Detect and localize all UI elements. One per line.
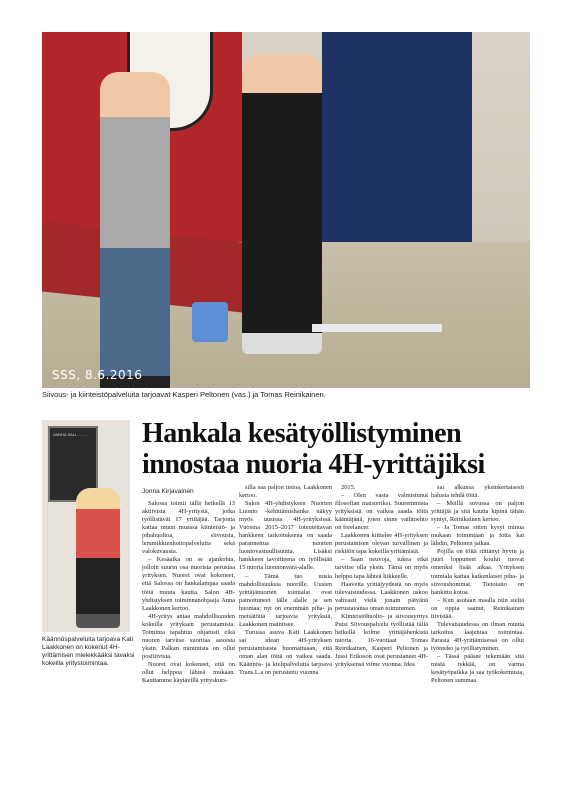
headline xyxy=(142,418,532,480)
article-column-3 xyxy=(335,484,428,669)
poster-text: VANHA SALI ... ... ... xyxy=(53,432,90,437)
paragraph: – Meillä suvussa on paljon yrittäjiä ja sitä kautta kipinä tähän syntyi, Reinikainen kertoo. xyxy=(431,500,524,524)
paragraph: Salon 4H-yhdistyksen Nuorten Luonto -kehittämishanke näkyy myös uusissa 4H-yrityksissä. Vuosina 2015–2017 toteutettavan hankkeen tarkoituksena on saada parannettua nuorten luontovastuullisuutta. Lisäksi hankkeen tavoitteena on työllistää 15 nuorta luonnonvara-alalle. xyxy=(239,500,332,572)
byline: Jonna Kirjavainen xyxy=(142,488,194,495)
paragraph: – Saan neuvoja, tukea eikä tarvitse olla yksin. Tämä on myös helppo tapa lähteä liikkeelle. xyxy=(335,556,428,580)
article-column-1 xyxy=(142,500,235,685)
paragraph: Kiinteistöhuolto- ja siivousyritys Putsi Siivouspalvelu työllistää tällä hetkellä kolme yrittäjähenkistä nuorta. 16-vuotiaat Tomas Reinikainen, Kasperi Peltonen ja Jussi Eriksson ovat perustaneet 4H-yrityksensä viime vuonna. Idea xyxy=(335,612,428,669)
white-mop xyxy=(312,324,442,332)
paragraph: Pojilla on töitä riittänyt hyvin ja juuri loppuneet koulut tuovat omenksi lisää aikaa. Yrityksen toimiala kattaa kaikenlaiset piha- ja siivoushommat. Tietotaito on hankittu kotoa. xyxy=(431,548,524,596)
paragraph: Turussa asuva Kati Laakkonen sai idean 4H-yrityksen perustamisesta huomattuaan, että oman alan töitä on vaikea saada. Käännös- ja kielipalveluita tarjoava Trans.L.a on perustettu vuonna xyxy=(239,628,332,677)
paragraph: Haaveita yrittäjyydestä on myös tulevaisuudessa. Laakkonen uskoo vahvasti vielä jonain päivänä perustavansa oman toiminimen. xyxy=(335,580,428,612)
paragraph: – Ja Tomas sitten kysyi minua mukaan toimintaan ja totta kai lähdin, Peltonen jatkaa. xyxy=(431,524,524,548)
paragraph: sai alkunsa yksinkertaisesti halusta tehdä töitä. xyxy=(431,484,524,500)
paragraph: silla saa paljon tietoa, Laakkonen kertoo. xyxy=(239,484,332,500)
paragraph: Nuoret ovat kokeneet, että on ollut helppoa lähteä mukaan. Kauttamme käytävillä yrityskurs- xyxy=(142,660,235,685)
paragraph: – Olen vasta valmistunut filosofian maisteriksi. Suuremmista yrityksistä on vaikea saada töitä kääntäjänä, joten sinne vaihtoehto on freelancer. xyxy=(335,492,428,532)
paragraph: – Tässä pääsee tekemään sitä mistä tykkää, on varma kesätyöpaikka ja saa työkokemusta, Peltonen summaa. xyxy=(431,652,524,685)
woman-figure xyxy=(76,488,120,628)
main-photo xyxy=(42,32,530,388)
headline-line-2: innostaa nuoria 4H-yrittäjiksi xyxy=(142,449,485,480)
paragraph: Salossa toimii tällä hetkellä 13 aktiivista 4H-yritystä, jotka työllistävät 17 yrittäjää. Tarjonta kattaa muun muassa kiinteistö- ja pihahuoltoa, siivousta, lemmikkienhoitopalveluita sekä valokuvausta. xyxy=(142,500,235,556)
article-column-4 xyxy=(431,484,524,685)
paragraph: 2015. xyxy=(341,484,356,491)
person-left xyxy=(100,72,170,388)
paragraph: – Kun asutaan maalla niin sieltä on oppia saanut, Reinikainen tiivistää. xyxy=(431,596,524,620)
small-photo xyxy=(42,420,130,632)
handwritten-date-stamp: SSS, 8.6.2016 xyxy=(52,368,143,382)
headline-line-1: Hankala kesätyöllistyminen xyxy=(142,418,462,449)
paragraph: – Kesäaika on se ajankohta, jolloin suurin osa nuorista perustaa yrityksen. Nuoret ovat kokeneet, että Salossa on hankalampaa saada töitä muuta kautta. Salon 4H-yhdistyksen toiminnanohjaaja Anna Laakkonen kertoo. xyxy=(142,556,235,612)
person-right xyxy=(242,54,322,354)
small-photo-caption: Käännöspalveluita tarjoava Kati Laakkonen on kokenut 4H-yrittämisen mielekkääksi tavaksi kokeilla yritystoimintaa. xyxy=(42,636,135,667)
article-column-2 xyxy=(239,484,332,677)
paragraph: Laakkonen kiittelee 4H-yrityksen perustamisen olevan turvallinen ja riskitön tapa kokeilla yrittämistä. xyxy=(335,532,428,556)
main-photo-caption: Siivous- ja kiinteistöpalveluita tarjoavat Kasperi Peltonen (vas.) ja Tomas Reinikainen. xyxy=(42,390,326,399)
paragraph: – Tämä tuo uusia mahdollisuuksia nuorille. Uusien yrittäjänuorten toimialat ovat painottuneet tälle alalle ja sen huomaa; nyt on enemmän piha- ja metsätöitä tarjoavia yrityksiä, Laakkonen mainitsee. xyxy=(239,572,332,628)
blue-mop xyxy=(192,302,228,342)
paragraph: 4H-yritys antaa mahdollisuuden kokeilla yrityksen perustamista. Toiminta tapahtuu ohjatusti eikä nuoren tarvitse suoritaa asioista yksin. Palkan minimista on ollut positiivista. xyxy=(142,612,235,660)
paragraph: Tulevaisuudessa on ilman muuta tarkoitus laajentaa toimintaa. Parasta 4H-yrittämisessä on ollut työnteko ja työllistyminen. xyxy=(431,620,524,652)
blue-wall xyxy=(322,32,472,272)
